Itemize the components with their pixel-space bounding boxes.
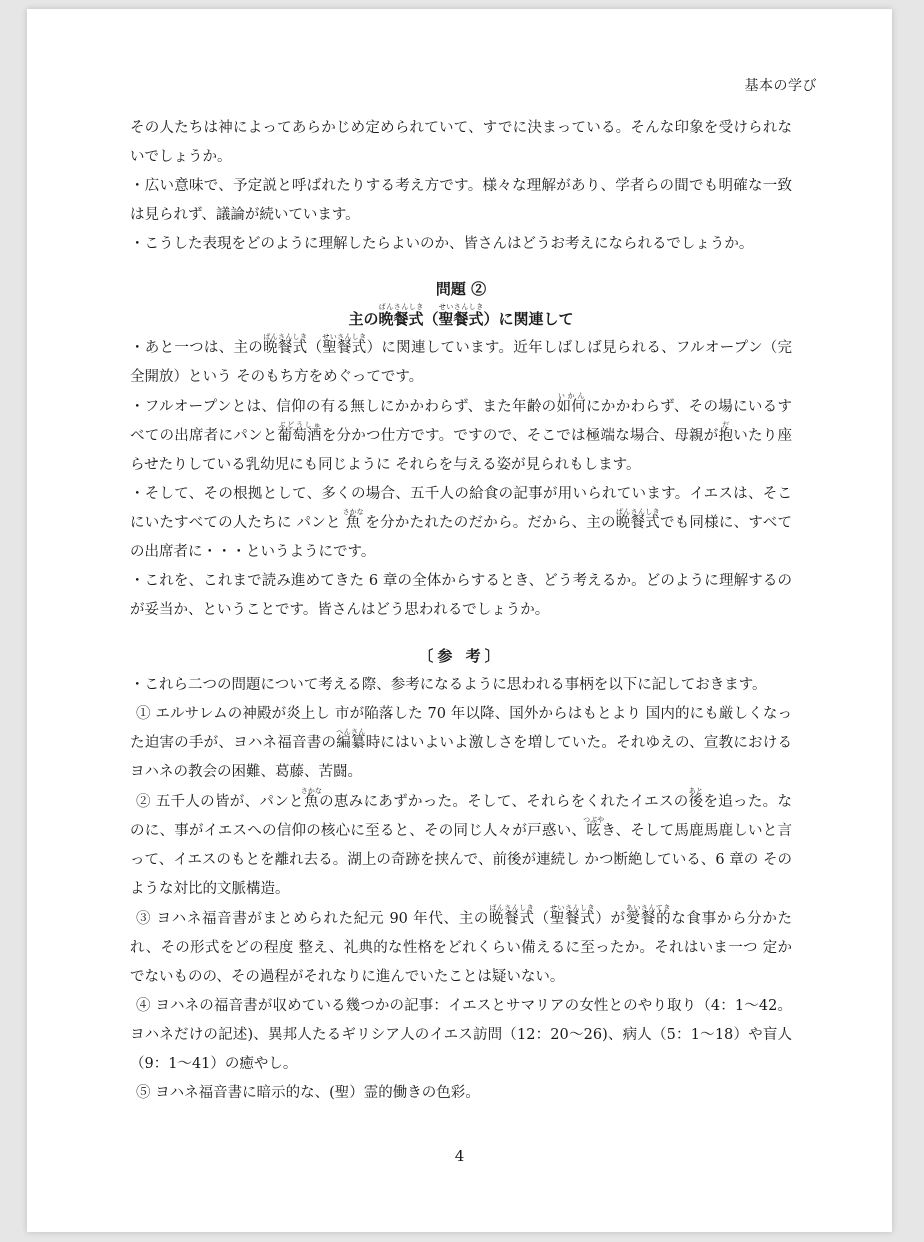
document-page	[27, 9, 892, 1232]
intro-paragraph-3: ・こうした表現をどのように理解したらよいのか、皆さんはどうお考えになられるでしょうか。	[130, 236, 754, 252]
reference-item-2: ② 五千人の皆が、パンと魚さかなの恵みにあずかった。そして、それらをくれたイエスの後あとを追った。なのに、事がイエスへの信仰の核心に至ると、その同じ人々が戸惑い、呟つぶやき、そして馬鹿馬鹿しいと言って、イエスのもとを離れ去る。湖上の奇跡を挟んで、前後が連続し かつ断絶している、6 章の そのような対比的文脈構造。	[130, 787, 792, 897]
page-content	[130, 114, 792, 1108]
reference-item-1: ① エルサレムの神殿が炎上し 市が陥落した 70 年以降、国外からはもとより 国内的にも厳しくなった迫害の手が、ヨハネ福音書の編纂へんさん時にはいよいよ激しさを増していた。それゆえの、宣教における ヨハネの教会の困難、葛藤、苦闘。	[130, 706, 793, 780]
problem-2-paragraph-2: ・フルオープンとは、信仰の有る無しにかかわらず、また年齢の如何いかんにかかわらず、その場にいるすべての出席者にパンと葡萄酒ぶどうしゅを分かつ仕方です。ですので、そこでは極端な場合、母親が抱だいたり座らせたりしている乳幼児にも同じように それらを与える姿が見られもします。	[130, 392, 793, 473]
intro-paragraph-1: その人たちは神によってあらかじめ定められていて、すでに決まっている。そんな印象を受けられないでしょうか。	[130, 120, 792, 165]
problem-2-paragraph-1: ・あと一つは、主の晩餐式ばんさんしき（聖餐式せいさんしき）に関連しています。近年しばしば見られる、フルオープン（完全開放）という そのもち方をめぐってです。	[130, 333, 793, 385]
problem-2-subtitle: 主の晩餐式ばんさんしき（聖餐式せいさんしき）に関連して	[348, 303, 574, 328]
reference-item-5: ⑤ ヨハネ福音書に暗示的な、(聖）霊的働きの色彩。	[136, 1085, 480, 1101]
running-header: 基本の学び	[744, 78, 817, 94]
problem-2-paragraph-4: ・これを、これまで読み進めてきた 6 章の全体からするとき、どう考えるか。どのように理解するのが妥当か、ということです。皆さんはどう思われるでしょうか。	[130, 573, 792, 618]
reference-item-4: ④ ヨハネの福音書が収めている幾つかの記事：イエスとサマリアの女性とのやり取り（4：1〜42。ヨハネだけの記述)、異邦人たるギリシア人のイエス訪問（12：20〜26)、病人（5：1〜18）や盲人（9：1〜41）の癒やし。	[130, 998, 792, 1072]
intro-paragraph-2: ・広い意味で、予定説と呼ばれたりする考え方です。様々な理解があり、学者らの間でも明確な一致は見られず、議論が続いています。	[130, 178, 792, 223]
reference-intro: ・これら二つの問題について考える際、参考になるように思われる事柄を以下に記しておきます。	[130, 677, 767, 693]
page-number: 4	[454, 1147, 465, 1165]
reference-item-3: ③ ヨハネ福音書がまとめられた紀元 90 年代、主の晩餐式ばんさんしき（聖餐式せいさんしき）が愛餐的あいさんてきな食事から分かたれ、その形式をどの程度 整え、礼典的な性格をどれくらい備えるに至ったか。それはいま一つ 定かでないものの、その過程がそれなりに進んでいたことは疑いない。	[130, 904, 793, 985]
problem-2-paragraph-3: ・そして、その根拠として、多くの場合、五千人の給食の記事が用いられています。イエスは、そこにいたすべての人たちに パンと 魚さかな を分かたれたのだから。だから、主の晩餐式ばんさんしきでも同様に、すべての出席者に・・・というようにです。	[130, 486, 792, 560]
reference-heading: 〔参 考〕	[418, 647, 504, 665]
problem-2-heading: 問題 ②	[435, 280, 487, 298]
